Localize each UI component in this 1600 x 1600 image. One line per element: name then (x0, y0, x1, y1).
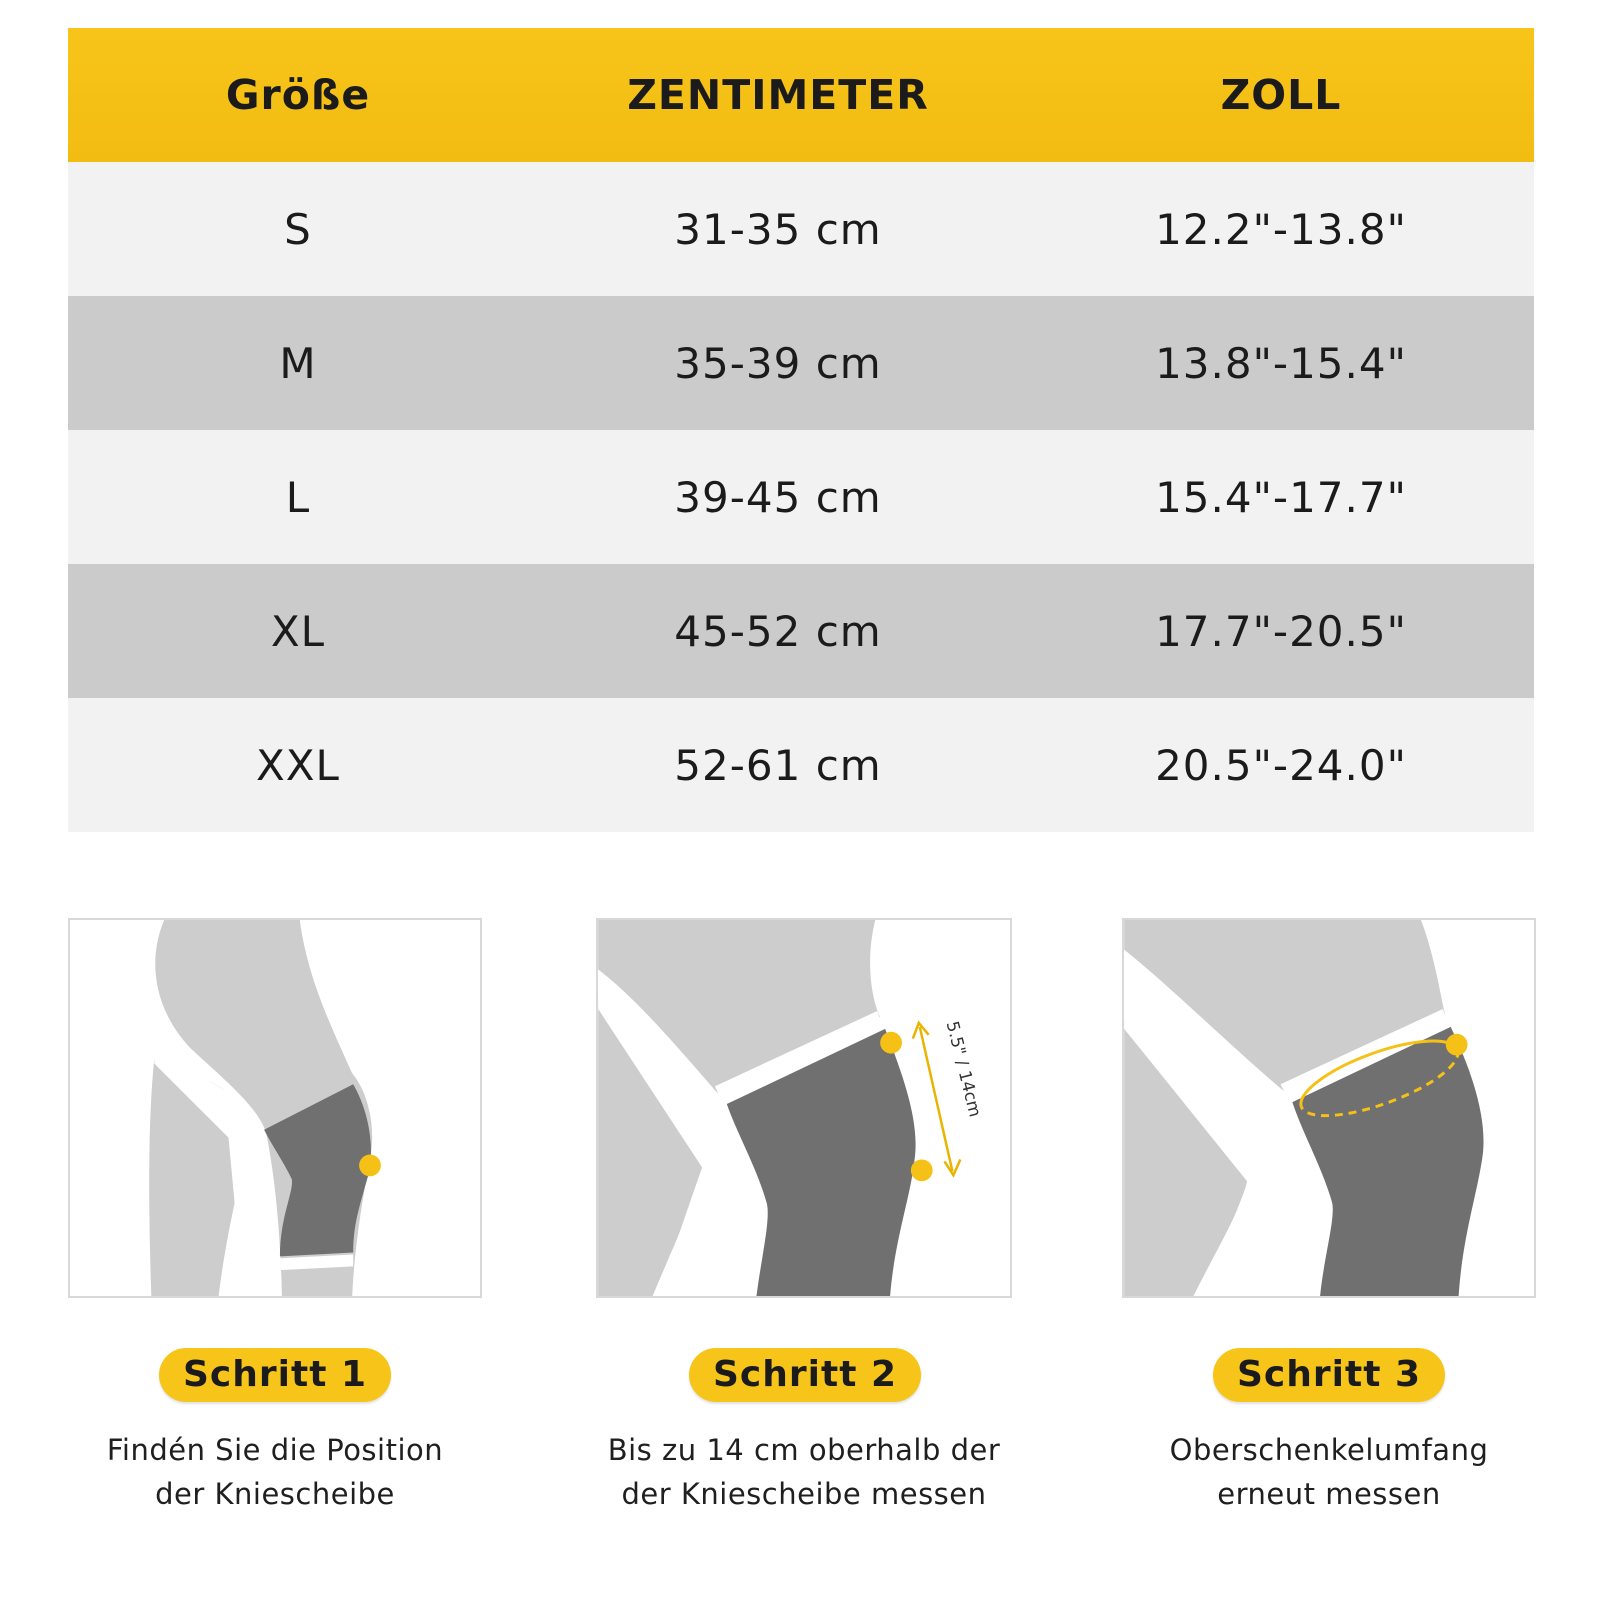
inch-cell: 17.7"-20.5" (1155, 606, 1407, 656)
table-header-row (68, 28, 1534, 162)
step-2-text-line1: Bis zu 14 cm oberhalb der (607, 1433, 1001, 1467)
step-2-illustration (596, 918, 1012, 1298)
measure-label: 5.5" / 14cm (942, 1019, 986, 1119)
size-cell: M (279, 338, 317, 388)
size-cell: XXL (256, 740, 340, 790)
inch-cell: 13.8"-15.4" (1155, 338, 1407, 388)
leg-side-view-icon (70, 920, 480, 1296)
table-row (68, 698, 1534, 832)
centimeter-cell: 52-61 cm (674, 740, 882, 790)
header-size: Größe (225, 71, 371, 119)
centimeter-cell: 45-52 cm (674, 606, 882, 656)
step-2-text-line2: der Kniescheibe messen (621, 1477, 987, 1511)
header-inch: ZOLL (1220, 71, 1342, 119)
step-1-text-line2: der Kniescheibe (155, 1477, 395, 1511)
inch-cell: 20.5"-24.0" (1155, 740, 1407, 790)
step-3-text-line2: erneut messen (1217, 1477, 1441, 1511)
step-2 (596, 918, 1012, 1516)
table-row (68, 162, 1534, 296)
thigh-circumference-icon (1124, 920, 1534, 1296)
centimeter-cell: 35-39 cm (674, 338, 882, 388)
table-row (68, 564, 1534, 698)
size-cell: XL (270, 606, 326, 656)
step-3-badge: Schritt 3 (1213, 1348, 1445, 1402)
knee-measure-height-icon (598, 920, 1010, 1296)
step-3 (1122, 918, 1536, 1516)
step-3-text-line1: Oberschenkelumfang (1169, 1433, 1489, 1467)
size-cell: S (284, 204, 312, 254)
step-1 (68, 918, 482, 1516)
centimeter-cell: 31-35 cm (674, 204, 882, 254)
table-row (68, 430, 1534, 564)
step-1-description (68, 1428, 482, 1516)
step-1-illustration (68, 918, 482, 1298)
table-row (68, 296, 1534, 430)
step-3-description (1122, 1428, 1536, 1516)
inch-cell: 12.2"-13.8" (1155, 204, 1407, 254)
step-2-badge: Schritt 2 (689, 1348, 921, 1402)
inch-cell: 15.4"-17.7" (1155, 472, 1407, 522)
size-chart-table (68, 28, 1534, 832)
header-centimeter: ZENTIMETER (627, 71, 929, 119)
step-2-description (596, 1428, 1012, 1516)
centimeter-cell: 39-45 cm (674, 472, 882, 522)
step-3-illustration (1122, 918, 1536, 1298)
step-1-badge: Schritt 1 (159, 1348, 391, 1402)
step-1-text-line1: Findén Sie die Position (106, 1433, 444, 1467)
size-cell: L (285, 472, 311, 522)
